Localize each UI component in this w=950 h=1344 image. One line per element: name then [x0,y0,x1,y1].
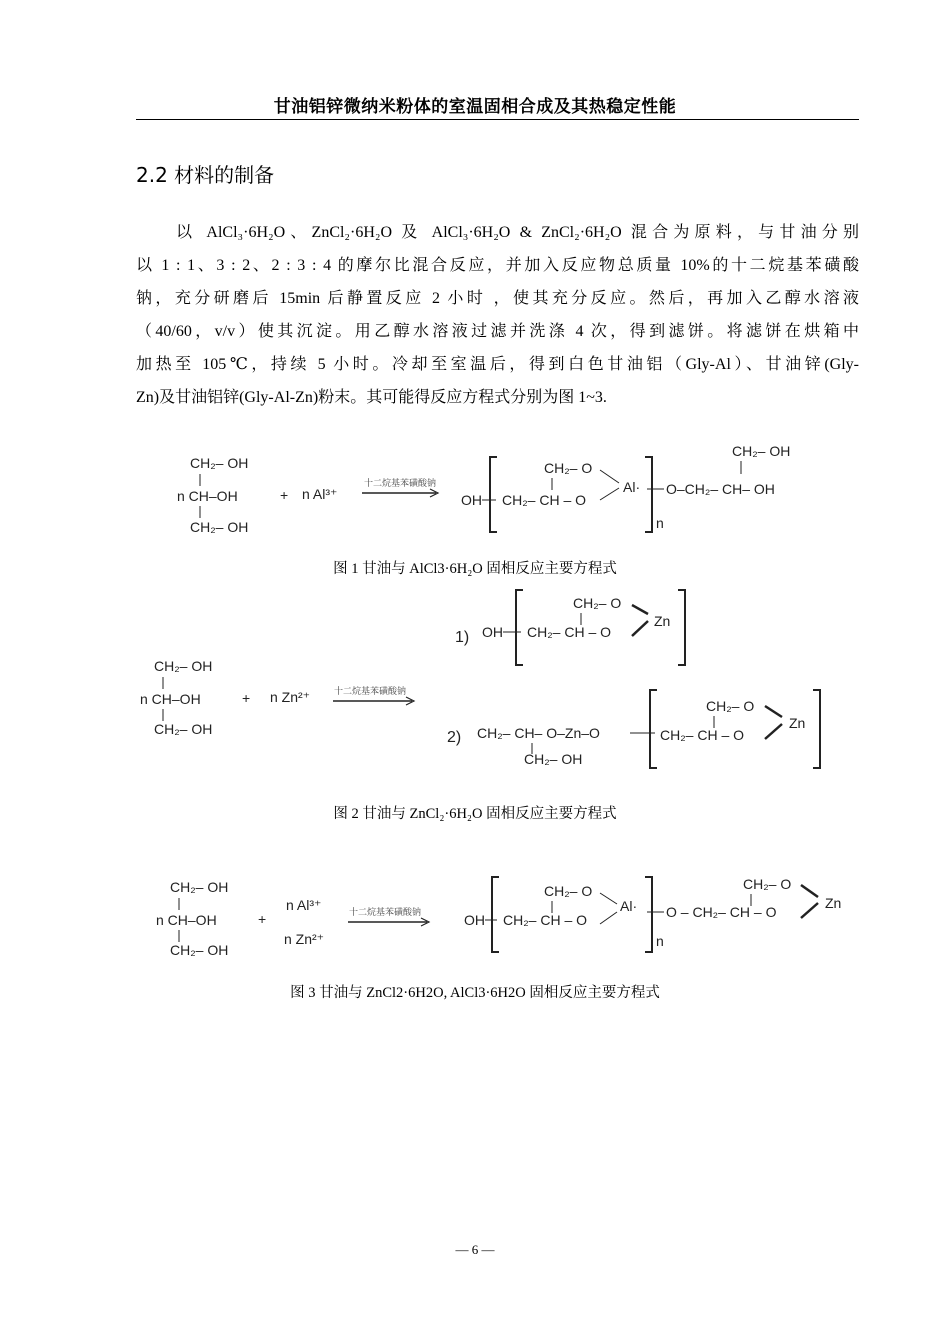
glycerol-bottom: CH₂– OH [170,942,229,958]
paragraph-line: 加热至 105℃，持续 5 小时。冷却至室温后，得到白色甘油铝（Gly-Al）、甘油锌(Gly- [136,356,859,373]
figure-2-scheme [140,590,820,768]
product-tail: O–CH₂– CH– OH [666,481,775,497]
product1-oh: OH [482,624,503,640]
paragraph-line: （40/60，v/v）使其沉淀。用乙醇水溶液过滤并洗涤 4 次，得到滤饼。将滤饼在烘箱中 [136,323,859,340]
glycerol-mid: n CH–OH [156,912,217,928]
catalyst-label: 十二烷基苯磺酸钠 [349,908,422,918]
product1-metal: Zn [654,613,671,629]
figure-1-caption: 图 1 甘油与 AlCl3·6H₂O 固相反应主要方程式 [333,561,617,577]
product-tail-top: CH₂– O [743,876,792,892]
product-tail-metal: Zn [825,895,842,911]
product2-head-bottom: CH₂– OH [524,751,583,767]
glycerol-top: CH₂– OH [154,658,213,674]
product2-metal: Zn [789,715,806,731]
product1-label: 1) [455,629,470,646]
product2-label: 2) [447,729,462,746]
product-ring-top: CH₂– O [544,460,593,476]
product-ring-top: CH₂– O [544,883,593,899]
paragraph-line: Zn)及甘油铝锌(Gly-Al-Zn)粉末。其可能得反应方程式分别为图 1~3. [136,389,607,406]
product2-head: CH₂– CH– O–Zn–O [477,725,600,741]
product-tail: O – CH₂– CH – O [666,904,777,920]
reagent-al: n Al³⁺ [286,897,322,913]
glycerol-bottom: CH₂– OH [190,519,249,535]
product-oh: OH [464,912,485,928]
reagent: n Zn²⁺ [270,689,311,705]
product2-ring-top: CH₂– O [706,698,755,714]
repeat-n: n [656,515,664,531]
glycerol-bottom: CH₂– OH [154,721,213,737]
paragraph-line: 以 1 : 1、3 : 2、2 : 3 : 4 的摩尔比混合反应，并加入反应物总质量 10%的十二烷基苯磺酸 [136,257,859,274]
figure-3-caption: 图 3 甘油与 ZnCl2·6H2O, AlCl3·6H2O 固相反应主要方程式 [290,985,660,1001]
glycerol-top: CH₂– OH [190,455,249,471]
plus-sign: + [242,690,251,706]
catalyst-label: 十二烷基苯磺酸钠 [334,687,407,697]
plus-sign: + [258,911,267,927]
catalyst-label: 十二烷基苯磺酸钠 [364,479,437,489]
running-header-title: 甘油铝锌微纳米粉体的室温固相合成及其热稳定性能 [273,97,677,117]
product1-ring-top: CH₂– O [573,595,622,611]
product-chain: CH₂– CH – O [503,912,588,928]
product2-chain: CH₂– CH – O [660,727,745,743]
figure-1-scheme [177,443,790,535]
product-metal: Al· [623,479,641,495]
reagent-zn: n Zn²⁺ [284,931,325,947]
reagent: n Al³⁺ [302,486,338,502]
section-heading: 2.2 材料的制备 [136,163,275,187]
glycerol-top: CH₂– OH [170,879,229,895]
repeat-n: n [656,933,664,949]
product-chain: CH₂– CH – O [502,492,587,508]
plus-sign: + [280,487,289,503]
page-number: — 6 — [455,1242,495,1257]
right-bracket [645,457,652,532]
product-metal: Al· [620,898,638,914]
product-tail-top: CH₂– OH [732,443,791,459]
glycerol-mid: n CH–OH [140,691,201,707]
paragraph-line: 以 AlCl₃·6H₂O、ZnCl₂·6H₂O 及 AlCl₃·6H₂O & ZnCl₂·6H₂O 混合为原料，与甘油分别 [176,224,859,241]
figure-2-caption: 图 2 甘油与 ZnCl₂·6H₂O 固相反应主要方程式 [333,806,617,822]
paragraph-line: 钠，充分研磨后 15min 后静置反应 2 小时 ，使其充分反应。然后，再加入乙醇水溶液 [136,290,859,307]
glycerol-mid: n CH–OH [177,488,238,504]
product-oh: OH [461,492,482,508]
product1-chain: CH₂– CH – O [527,624,612,640]
figure-3-scheme [156,876,841,958]
left-bracket [490,457,497,532]
